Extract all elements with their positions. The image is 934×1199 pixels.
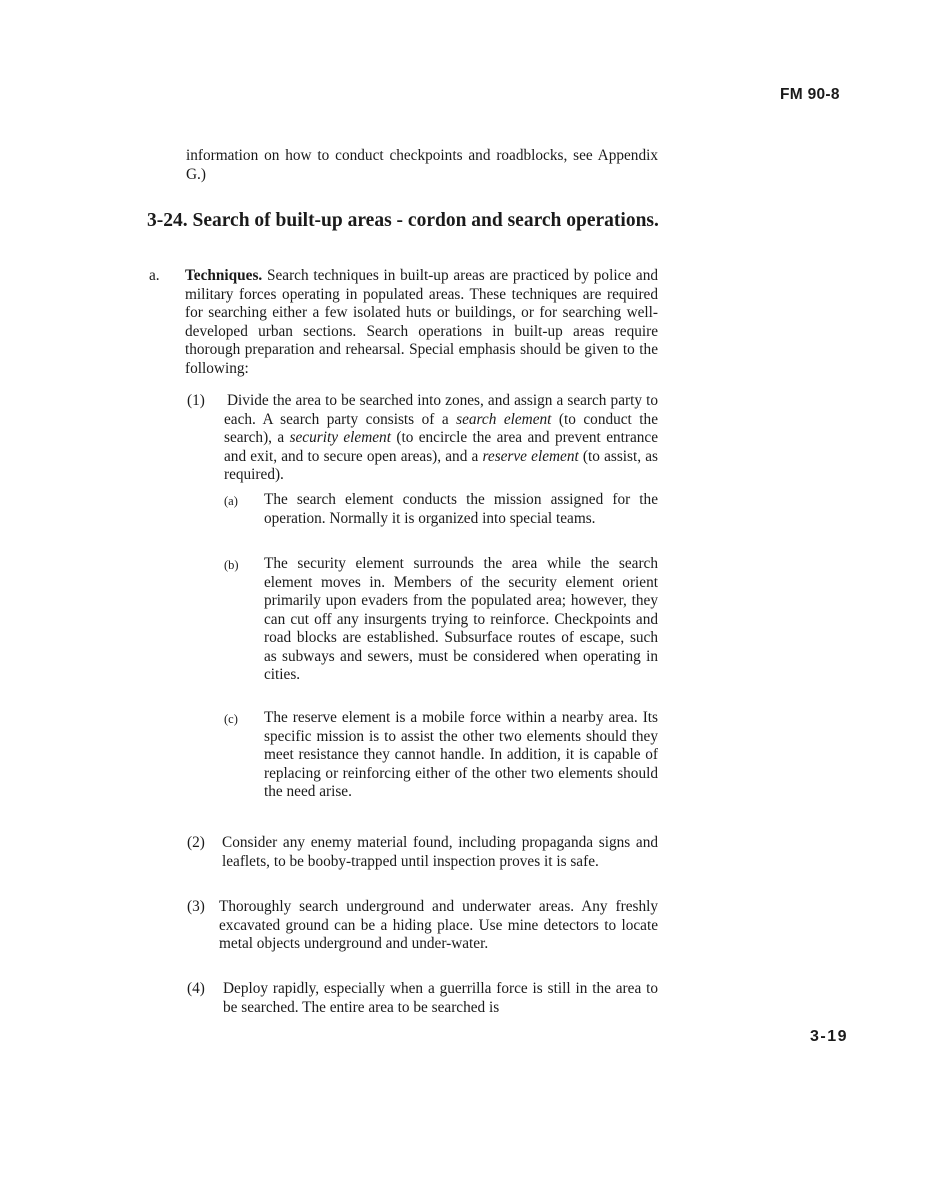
header-doc-code: FM 90-8: [780, 86, 840, 103]
item-1-search-element: search element: [456, 410, 552, 428]
item-1-body: [224, 392, 658, 485]
item-1-text-1: Divide the area to be searched into zones, and assign a search party to each. A search party consists of a: [224, 392, 658, 428]
sub-a-body: The search element conducts the mission assigned for the operation. Normally it is organized into special teams.: [264, 491, 658, 527]
item-1-security-element: security element: [289, 429, 391, 446]
para-a-body: [185, 267, 658, 378]
para-a-label: a.: [149, 267, 160, 284]
item-3-body: Thoroughly search underground and underwater areas. Any freshly excavated ground can be a hiding place. Use mine detectors to locate metal objects underground and under-water.: [219, 898, 658, 952]
item-1-reserve-element: reserve element: [482, 447, 579, 465]
sub-c-body: The reserve element is a mobile force within a nearby area. Its specific mission is to assist the other two elements should they meet resistance they cannot handle. In addition, it is capable of replacing or reinforcing either of the other two elements should the need arise.: [264, 709, 658, 800]
item-2-label: (2): [187, 834, 205, 851]
item-2-body: Consider any enemy material found, including propaganda signs and leaflets, to be booby-trapped until inspection proves it is safe.: [222, 834, 658, 870]
item-4-body: Deploy rapidly, especially when a guerrilla force is still in the area to be searched. The entire area to be searched is: [223, 980, 658, 1016]
footer-page-number: 3-19: [810, 1028, 849, 1045]
item-3-label: (3): [187, 898, 205, 915]
para-a-text: Search techniques in built-up areas are practiced by police and military forces operating in populated areas. These techniques are required for searching either a few isolated huts or buildings, or for searching well-developed urban sections. Search operations in built-up areas require thorough preparation and rehearsal. Special emphasis should be given to the following:: [185, 267, 658, 377]
item-4-label: (4): [187, 980, 205, 997]
item-1-text-4: (to assist, as required).: [224, 447, 658, 483]
intro-continued-text: information on how to conduct checkpoints and roadblocks, see Appendix G.): [186, 147, 658, 183]
para-a-lead: Techniques.: [185, 267, 263, 284]
item-1-text-3: (to encircle the area and prevent entrance and exit, and to secure open areas), and a: [224, 429, 659, 465]
section-heading: 3-24. Search of built-up areas - cordon and search operations.: [147, 210, 659, 231]
sub-b-label: (b): [224, 558, 239, 572]
sub-c-label: (c): [224, 712, 238, 726]
sub-b-body: The security element surrounds the area while the search element moves in. Members of the security element orient primarily upon evaders from the populated area; however, they can cut off any insurgents trying to reinforce. Checkpoints and road blocks are established. Subsurface routes of escape, such as subways and sewers, must be considered when operating in cities.: [264, 555, 658, 683]
item-1-text-2: (to conduct the search), a: [224, 410, 658, 446]
sub-a-label: (a): [224, 494, 238, 508]
item-1-label: (1): [187, 392, 205, 409]
